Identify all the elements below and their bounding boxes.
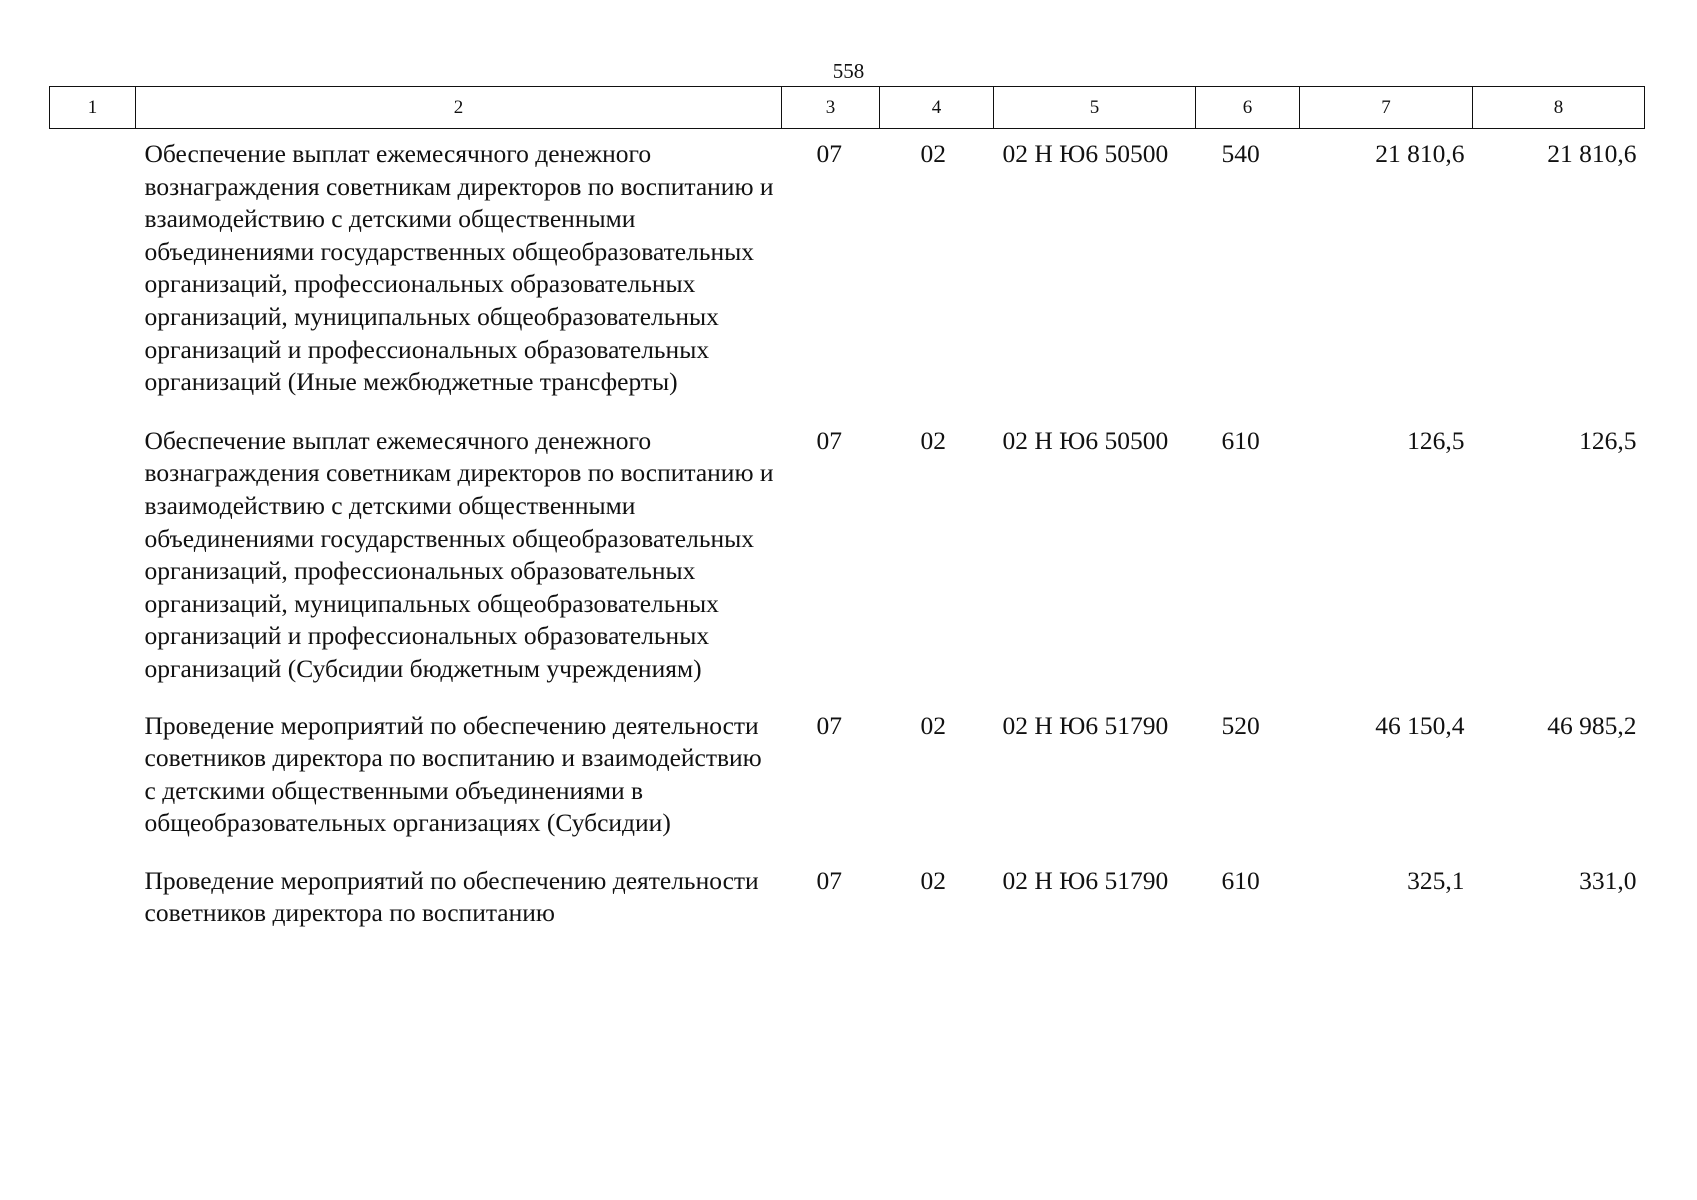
cell-csr: 02 Н Ю6 50500 xyxy=(1002,139,1169,168)
cell-csr: 02 Н Ю6 50500 xyxy=(1002,425,1169,455)
cell-sum-2: 21 810,6 xyxy=(1547,139,1637,168)
cell-col-1 xyxy=(50,856,136,930)
cell-sum-1: 325,1 xyxy=(1407,865,1465,895)
cell-sum-2: 331,0 xyxy=(1579,865,1637,895)
cell-col-1 xyxy=(50,701,136,856)
header-col-5: 5 xyxy=(994,87,1196,129)
cell-col-1 xyxy=(50,129,136,416)
cell-sum-1: 21 810,6 xyxy=(1375,139,1465,168)
cell-vr: 540 xyxy=(1221,139,1260,168)
cell-pr: 02 xyxy=(920,710,946,740)
cell-pr: 02 xyxy=(920,425,946,455)
header-col-4: 4 xyxy=(880,87,994,129)
cell-rz: 07 xyxy=(816,139,842,168)
cell-vr: 610 xyxy=(1221,865,1260,895)
page-number: 558 xyxy=(832,59,865,83)
cell-sum-1: 126,5 xyxy=(1407,425,1465,455)
header-row xyxy=(50,87,1645,129)
table-row xyxy=(50,701,1645,856)
cell-name: Обеспечение выплат ежемесячного денежного вознаграждения советникам директоров по воспитанию и взаимодействию с детскими общественными объединениями государственных общеобразовательных организаций, профессиональных образовательных организаций, муниципальных общеобразовательных организаций и профессиональных образовательных организаций (Иные межбюджетные трансферты) xyxy=(144,139,774,397)
table-body xyxy=(50,129,1645,931)
cell-sum-2: 46 985,2 xyxy=(1547,710,1637,740)
cell-sum-2: 126,5 xyxy=(1579,425,1637,455)
header-col-8: 8 xyxy=(1473,87,1645,129)
cell-rz: 07 xyxy=(816,710,842,740)
cell-name: Проведение мероприятий по обеспечению деятельности советников директора по воспитанию xyxy=(144,865,759,928)
header-col-7: 7 xyxy=(1300,87,1473,129)
header-col-6: 6 xyxy=(1196,87,1300,129)
header-col-1: 1 xyxy=(50,87,136,129)
cell-pr: 02 xyxy=(920,865,946,895)
cell-rz: 07 xyxy=(816,865,842,895)
cell-sum-1: 46 150,4 xyxy=(1375,710,1465,740)
header-col-3: 3 xyxy=(782,87,880,129)
budget-table xyxy=(49,86,1645,930)
cell-name: Обеспечение выплат ежемесячного денежного вознаграждения советникам директоров по воспитанию и взаимодействию с детскими общественными объединениями государственных общеобразовательных организаций, профессиональных образовательных организаций, муниципальных общеобразовательных организаций и профессиональных образовательных организаций (Субсидии бюджетным учреждениям) xyxy=(144,425,774,683)
cell-vr: 610 xyxy=(1221,425,1260,455)
table-row xyxy=(50,856,1645,930)
cell-col-1 xyxy=(50,416,136,701)
header-col-2: 2 xyxy=(136,87,782,129)
cell-vr: 520 xyxy=(1221,710,1260,740)
cell-rz: 07 xyxy=(816,425,842,455)
cell-csr: 02 Н Ю6 51790 xyxy=(1002,710,1169,740)
table-row xyxy=(50,129,1645,416)
cell-name: Проведение мероприятий по обеспечению деятельности советников директора по воспитанию и взаимодействию с детскими общественными объединениями в общеобразовательных организациях (Субсидии) xyxy=(144,710,762,838)
cell-csr: 02 Н Ю6 51790 xyxy=(1002,865,1169,895)
table-row xyxy=(50,416,1645,701)
cell-pr: 02 xyxy=(920,139,946,168)
table-header xyxy=(50,87,1645,129)
